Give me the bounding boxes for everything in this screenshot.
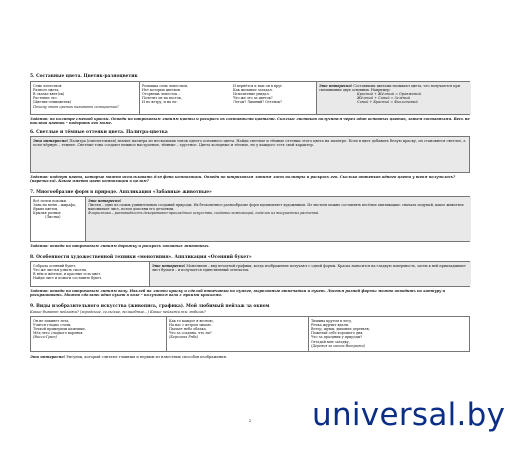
section-8 [30, 255, 470, 298]
s7-poem-l3: Крылья разные [33, 211, 61, 216]
section-5-heading: 5. Составные цвета. Цветик-разноцветик [30, 74, 138, 79]
s6-info-box [30, 136, 470, 173]
s8-task-text: Задание: обведи по штриховым линиям вазу. Наклей на листы краску и сделай отпечатки на бумаге, вырезанные отпечатки и букет. Листья разной формы можно обводить по контуру и раскрашивать. Можно сделать один букет в вазе – получится ваза с яркими красками. [30, 289, 446, 298]
s5-c3-l1: Как желание загадал. [233, 87, 273, 92]
s9-question: Какие бывают пейзажи? (городские, сельские, волшебные...) Какие пейзажи ты любишь? [30, 310, 206, 314]
s7-info-text: Листья – одно из самых удивительных созданий природы. Их бесконечное разнообразие форм вдохновляет художников. Из листьев можно составлять весёлые аппликации: сначала подумай, какое животное напоминает лист, потом дополни его деталями. [88, 202, 464, 211]
s6-task [30, 175, 470, 184]
s6-info-text: Палитра (смесительная) значит палитра из нескольких тонов одного основного цвета. Найди светлые и тёмные оттенки этого цвета на палитре. Если в цвет добавить белую краску, он становится светлее, а если чёрную – темнее. Светлые тона создают нежное настроение, тёмные – грустное. Цвета холодные и тёплые, но у каждого есть свой характер. [33, 138, 466, 147]
s5-c1-l1: Разного цвета, [33, 87, 60, 92]
s5-c1-l2: В сказке квет(ок) [33, 91, 65, 96]
s8-info-text: Монотипия – вид печатной графики, когда изображение получают с одной формы. Краска наносится на гладкую поверхность, затем к ней прикладывают лист бумаги – и получается единственный отпечаток. [152, 263, 466, 272]
s7-task [30, 244, 470, 249]
s5-c1-l4: (Цветик-семицветик) [33, 100, 72, 105]
s5-c1-l0: Семь лепестков [33, 83, 62, 88]
s5-c3-l2: Исполнение увидал. [233, 91, 270, 96]
section-6-heading: 6. Светлые и тёмные оттенки цвета. Палитра-цветка [30, 130, 168, 135]
s7-task-text: Задание: обведи по штриховым линиям дорожку и раскрась забавных животных. [30, 244, 210, 248]
section-7 [30, 190, 470, 248]
s9-final [30, 355, 330, 360]
section-7-heading: 7. Многообразие форм в природе. Аппликация «Забавные животные» [30, 190, 212, 195]
s7-info-title: Это интересно! [88, 198, 122, 203]
s5-col-1 [31, 82, 119, 114]
s5-c3-l4: Летом? Лишний? Оттенок? [233, 100, 282, 105]
s9-final-text: Рисунок, который считают главным и первым из известных способов изображения. [66, 355, 227, 359]
s7-poem-l4: (Листва) [45, 215, 61, 220]
s9-c3-l5: Отгадай мне загадку, [311, 339, 350, 344]
s9-c3-l2: Ветер, шумы, дыхание деревьев, [311, 326, 370, 331]
section-9-table [30, 316, 470, 352]
section-5-table [30, 81, 470, 115]
s9-c2-l0: Как то каждое я весною, [169, 318, 214, 323]
universal-by-watermark: universal.by [312, 389, 492, 441]
s8-task [30, 289, 470, 298]
s7-info-text-2: Флористика – разновидность декоративно-прикладного искусства, создание композиций, поделок из высушенных растений. [88, 211, 320, 216]
s5-c2-l0: Ромашка семь лепестков, [142, 83, 189, 88]
page-number: 2 [248, 418, 252, 423]
s5-c1-l3: Растение это. [33, 96, 58, 101]
s9-c3-l0: Тишина кругом в лесу, [311, 318, 353, 323]
s6-task-text: Задание: подбери цвета, которые можно использовать для фона композиции. Обведи по штриховым линиям лист палитры и раскрась его. Сколько оттенков одного цвета у тебя получилось? (перечисли). Какие имеют цвет композиции в целом? [30, 175, 456, 184]
s9-col-1 [31, 317, 166, 351]
s5-info-text: Составными цветами называют цвета, что получаются при смешивании двух основных. Например: [319, 83, 460, 92]
s6-info-title: Это интересно! [33, 138, 69, 143]
s5-col-4-info [316, 82, 471, 114]
s8-poem [31, 262, 149, 286]
s7-poem-l2: Ярких цветов, [33, 206, 59, 211]
s5-c3-l3: Что же это за цветок? [233, 96, 273, 101]
s8-poem-l2: В нём и жёлтые, и красные есть цвет. [33, 271, 102, 276]
s8-info [149, 262, 471, 286]
s5-c2-l3: Полетит он на восток, [142, 96, 182, 101]
s6-info-text-wrap [33, 139, 467, 173]
s5-task [30, 117, 470, 126]
s5-col-3 [231, 82, 316, 114]
s9-c3-l1: Речка журчит вдали. [311, 322, 349, 327]
s9-c1-l0: Он не покинет лета, [33, 318, 70, 323]
s7-poem-l0: Всё почти похожи. [33, 198, 67, 203]
s9-c2-l3: Что за ссадина, что ли? [169, 331, 212, 336]
s9-c3-l3: Пожелай себе хорошего дня, [311, 331, 364, 336]
s5-formula-0: Красный + Жёлтый = Оранжевый [357, 91, 422, 96]
s9-final-title: Это интересно! [30, 355, 66, 359]
s5-formula-2: Синий + Красный = Фиолетовый [357, 100, 418, 105]
s9-c3-l6: (Деревья за окном Витражи) [311, 343, 366, 348]
section-7-table [30, 196, 470, 242]
s9-c3-l4: Что за праздник у природы? [311, 335, 363, 340]
s8-poem-l0: Собрала осенний букет, [33, 263, 77, 268]
s8-poem-l3: Найди лист и помоги составить букет. [33, 276, 103, 281]
s9-c2-l1: На нас с ветром зимою. [169, 322, 212, 327]
s5-info-title: Это интересно! [319, 83, 353, 88]
s9-c1-l4: (Виссо-Грат) [33, 335, 57, 340]
s7-poem-l1: Заяц на меня – жирафа, [33, 202, 77, 207]
s5-c1-note: Почему этот цветок называют семицветик? [33, 104, 119, 109]
s5-c2-l2: Оторвешь лепесток – [142, 91, 180, 96]
s9-c2-l2: Пылает небо облака, [169, 326, 207, 331]
s7-poem [31, 197, 85, 241]
s7-info [85, 197, 471, 241]
s8-poem-l1: Что же листья узнать смогли, [33, 267, 87, 272]
section-8-table [30, 261, 470, 287]
s5-c2-l1: Нет которых цветков. [142, 87, 181, 92]
s5-task-text: Задание: на палитре смешай краски. Обведи по штриховым линиям цветы и раскрась их составными цветами. Сколько листиков получится через один основных цветов, затем составными. Весь не наклеив цветок – подарить его маме. [30, 117, 470, 126]
section-9 [30, 304, 470, 359]
s9-c1-l1: Учится гладко стали, [33, 322, 72, 327]
s9-col-2 [166, 317, 308, 351]
s8-info-title: Это интересно! [152, 263, 186, 268]
s5-c2-l4: И по ветру, и на юг. [142, 100, 179, 105]
s9-c2-l4: (Березина Рябь) [169, 335, 199, 340]
s9-c1-l3: Мёд лето сладкого варенья. [33, 331, 84, 336]
s5-formula-1: Жёлтый + Синий = Зелёный [357, 96, 410, 101]
s5-c3-l0: И вернётся к нам он в круг. [233, 83, 284, 88]
section-8-heading: 8. Особенности художественной техники «монотипия». Аппликация «Осенний букет» [30, 255, 252, 260]
section-9-heading: 9. Виды изобразительного искусства (живопись, графика). Мой любимый пейзаж за окном [30, 304, 270, 309]
s9-col-3 [308, 317, 471, 351]
s9-c1-l2: Точкой примерили камешки, [33, 326, 86, 331]
section-5 [30, 74, 470, 126]
section-6 [30, 130, 470, 184]
s5-col-2 [139, 82, 231, 114]
